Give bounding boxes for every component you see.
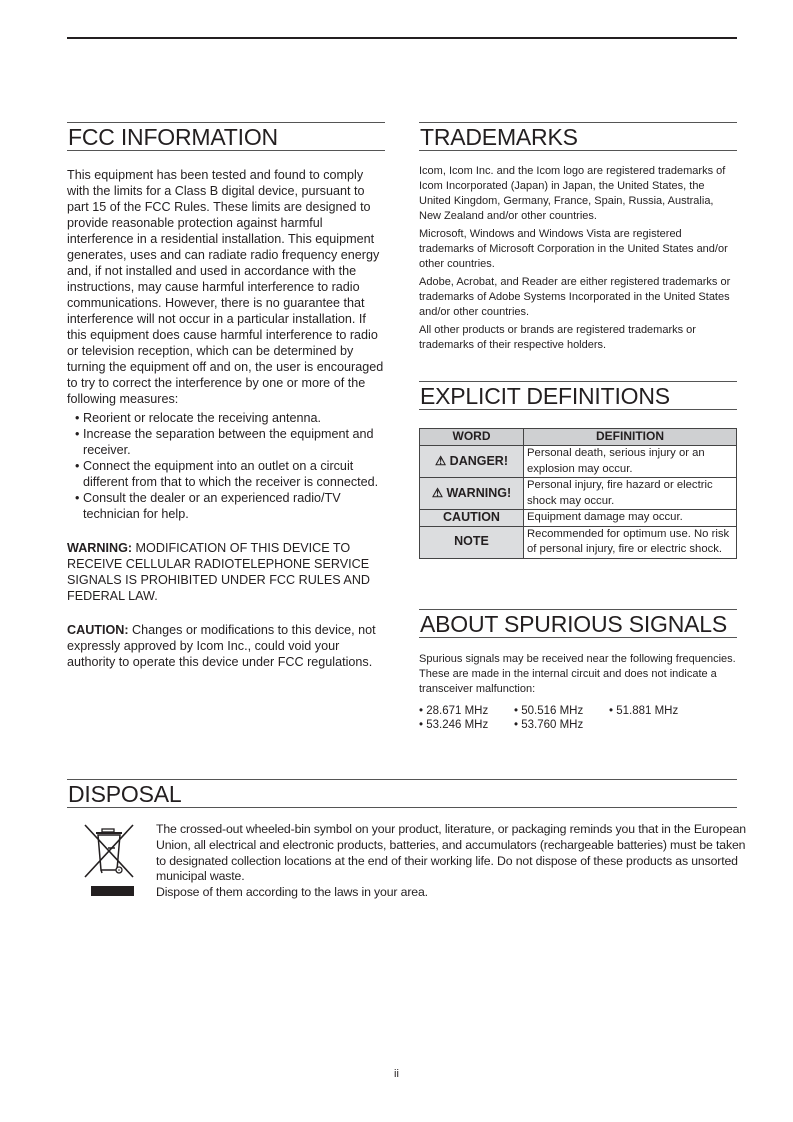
frequency-item: • 51.881 MHz <box>609 704 704 718</box>
table-row <box>420 526 737 558</box>
caution-text: Changes or modifications to this device, not expressly approved by Icom Inc., could void your authority to operate this device under FCC regulations. <box>67 623 376 669</box>
disposal-text <box>156 822 746 901</box>
definition-cell: Personal injury, fire hazard or electric shock may occur. <box>524 478 737 510</box>
table-row <box>420 478 737 510</box>
definition-cell: Equipment damage may occur. <box>524 510 737 527</box>
frequency-item: • 53.246 MHz <box>419 718 514 732</box>
fcc-body <box>67 167 385 670</box>
fcc-measures-list <box>67 410 385 522</box>
word-caution: CAUTION <box>420 510 524 527</box>
table-row <box>420 446 737 478</box>
disposal-section <box>67 779 746 912</box>
word-danger: ⚠ DANGER! <box>420 446 524 478</box>
table-row <box>420 510 737 527</box>
measure-item: • Consult the dealer or an experienced radio/TV technician for help. <box>83 490 385 522</box>
definitions-table <box>419 428 737 559</box>
disposal-paragraph-2: Dispose of them according to the laws in your area. <box>156 885 428 900</box>
header-definition: DEFINITION <box>524 429 737 446</box>
fcc-intro: This equipment has been tested and found to comply with the limits for a Class B digital device, pursuant to part 15 of the FCC Rules. These limits are designed to provide reasonable protection against harmful interference in a residential installation. This equipment generates, uses and can radiate radio frequency energy and, if not installed and used in accordance with the instructions, may cause harmful interference to radio communications. However, there is no guarantee that interference will not occur in a particular installation. If this equipment does cause harmful interference to radio or television reception, which can be determined by turning the equipment off and on, the user is encouraged to try to correct the interference by one or more of the following measures: <box>67 168 384 406</box>
top-rule <box>67 37 737 39</box>
disposal-title: DISPOSAL <box>67 779 737 808</box>
disposal-paragraph: The crossed-out wheeled-bin symbol on your product, literature, or packaging reminds you that in the European Union, all electrical and electronic products, batteries, and accumulators (rechargeable batteries) must be taken to designated collection locations at the end of their working life. Do not dispose of these products as unsorted municipal waste. <box>156 822 746 884</box>
trademark-paragraph: Icom, Icom Inc. and the Icom logo are registered trademarks of Icom Incorporated (Japan) in Japan, the United States, the United Kingdom, Germany, France, Spain, Russia, Australia, New Zealand and/or other countries. <box>419 165 726 222</box>
measure-item: • Reorient or relocate the receiving antenna. <box>83 410 385 426</box>
fcc-information-section <box>67 122 385 670</box>
trademarks-title: TRADEMARKS <box>419 122 737 151</box>
definition-cell: Personal death, serious injury or an explosion may occur. <box>524 446 737 478</box>
trademark-paragraph: Adobe, Acrobat, and Reader are either registered trademarks or trademarks of Adobe Systems Incorporated in the United States and/or other countries. <box>419 276 731 318</box>
frequency-item: • 28.671 MHz <box>419 704 514 718</box>
fcc-caution <box>67 622 385 670</box>
frequency-item: • 53.760 MHz <box>514 718 609 732</box>
trademark-paragraph: All other products or brands are registered trademarks or trademarks of their respective holders. <box>419 324 696 351</box>
header-word: WORD <box>420 429 524 446</box>
page-number: ii <box>394 1068 399 1080</box>
measure-item: • Connect the equipment into an outlet on a circuit different from that to which the receiver is connected. <box>83 458 385 490</box>
warning-label: WARNING: <box>67 541 133 555</box>
explicit-definitions-section <box>419 381 737 559</box>
measure-item: • Increase the separation between the equipment and receiver. <box>83 426 385 458</box>
trademarks-section <box>419 122 737 356</box>
frequency-list <box>419 704 737 732</box>
fcc-warning <box>67 540 385 604</box>
warning-text: MODIFICATION OF THIS DEVICE TO RECEIVE CELLULAR RADIOTELEPHONE SERVICE SIGNALS IS PROHIBITED UNDER FCC RULES AND FEDERAL LAW. <box>67 541 371 603</box>
fcc-title: FCC INFORMATION <box>67 122 385 151</box>
definitions-title: EXPLICIT DEFINITIONS <box>419 381 737 410</box>
trademark-paragraph: Microsoft, Windows and Windows Vista are registered trademarks of Microsoft Corporation in the United States and/or other countries. <box>419 228 728 270</box>
spurious-title: ABOUT SPURIOUS SIGNALS <box>419 609 737 638</box>
spurious-signals-section <box>419 609 737 732</box>
definition-cell: Recommended for optimum use. No risk of personal injury, fire or electric shock. <box>524 526 737 558</box>
crossed-out-wheeled-bin-icon <box>82 822 142 902</box>
word-note: NOTE <box>420 526 524 558</box>
frequency-item: • 50.516 MHz <box>514 704 609 718</box>
caution-label: CAUTION: <box>67 623 129 637</box>
word-warning: ⚠ WARNING! <box>420 478 524 510</box>
spurious-text: Spurious signals may be received near the following frequencies. These are made in the internal circuit and does not indicate a transceiver malfunction: <box>419 653 736 695</box>
table-header-row <box>420 429 737 446</box>
